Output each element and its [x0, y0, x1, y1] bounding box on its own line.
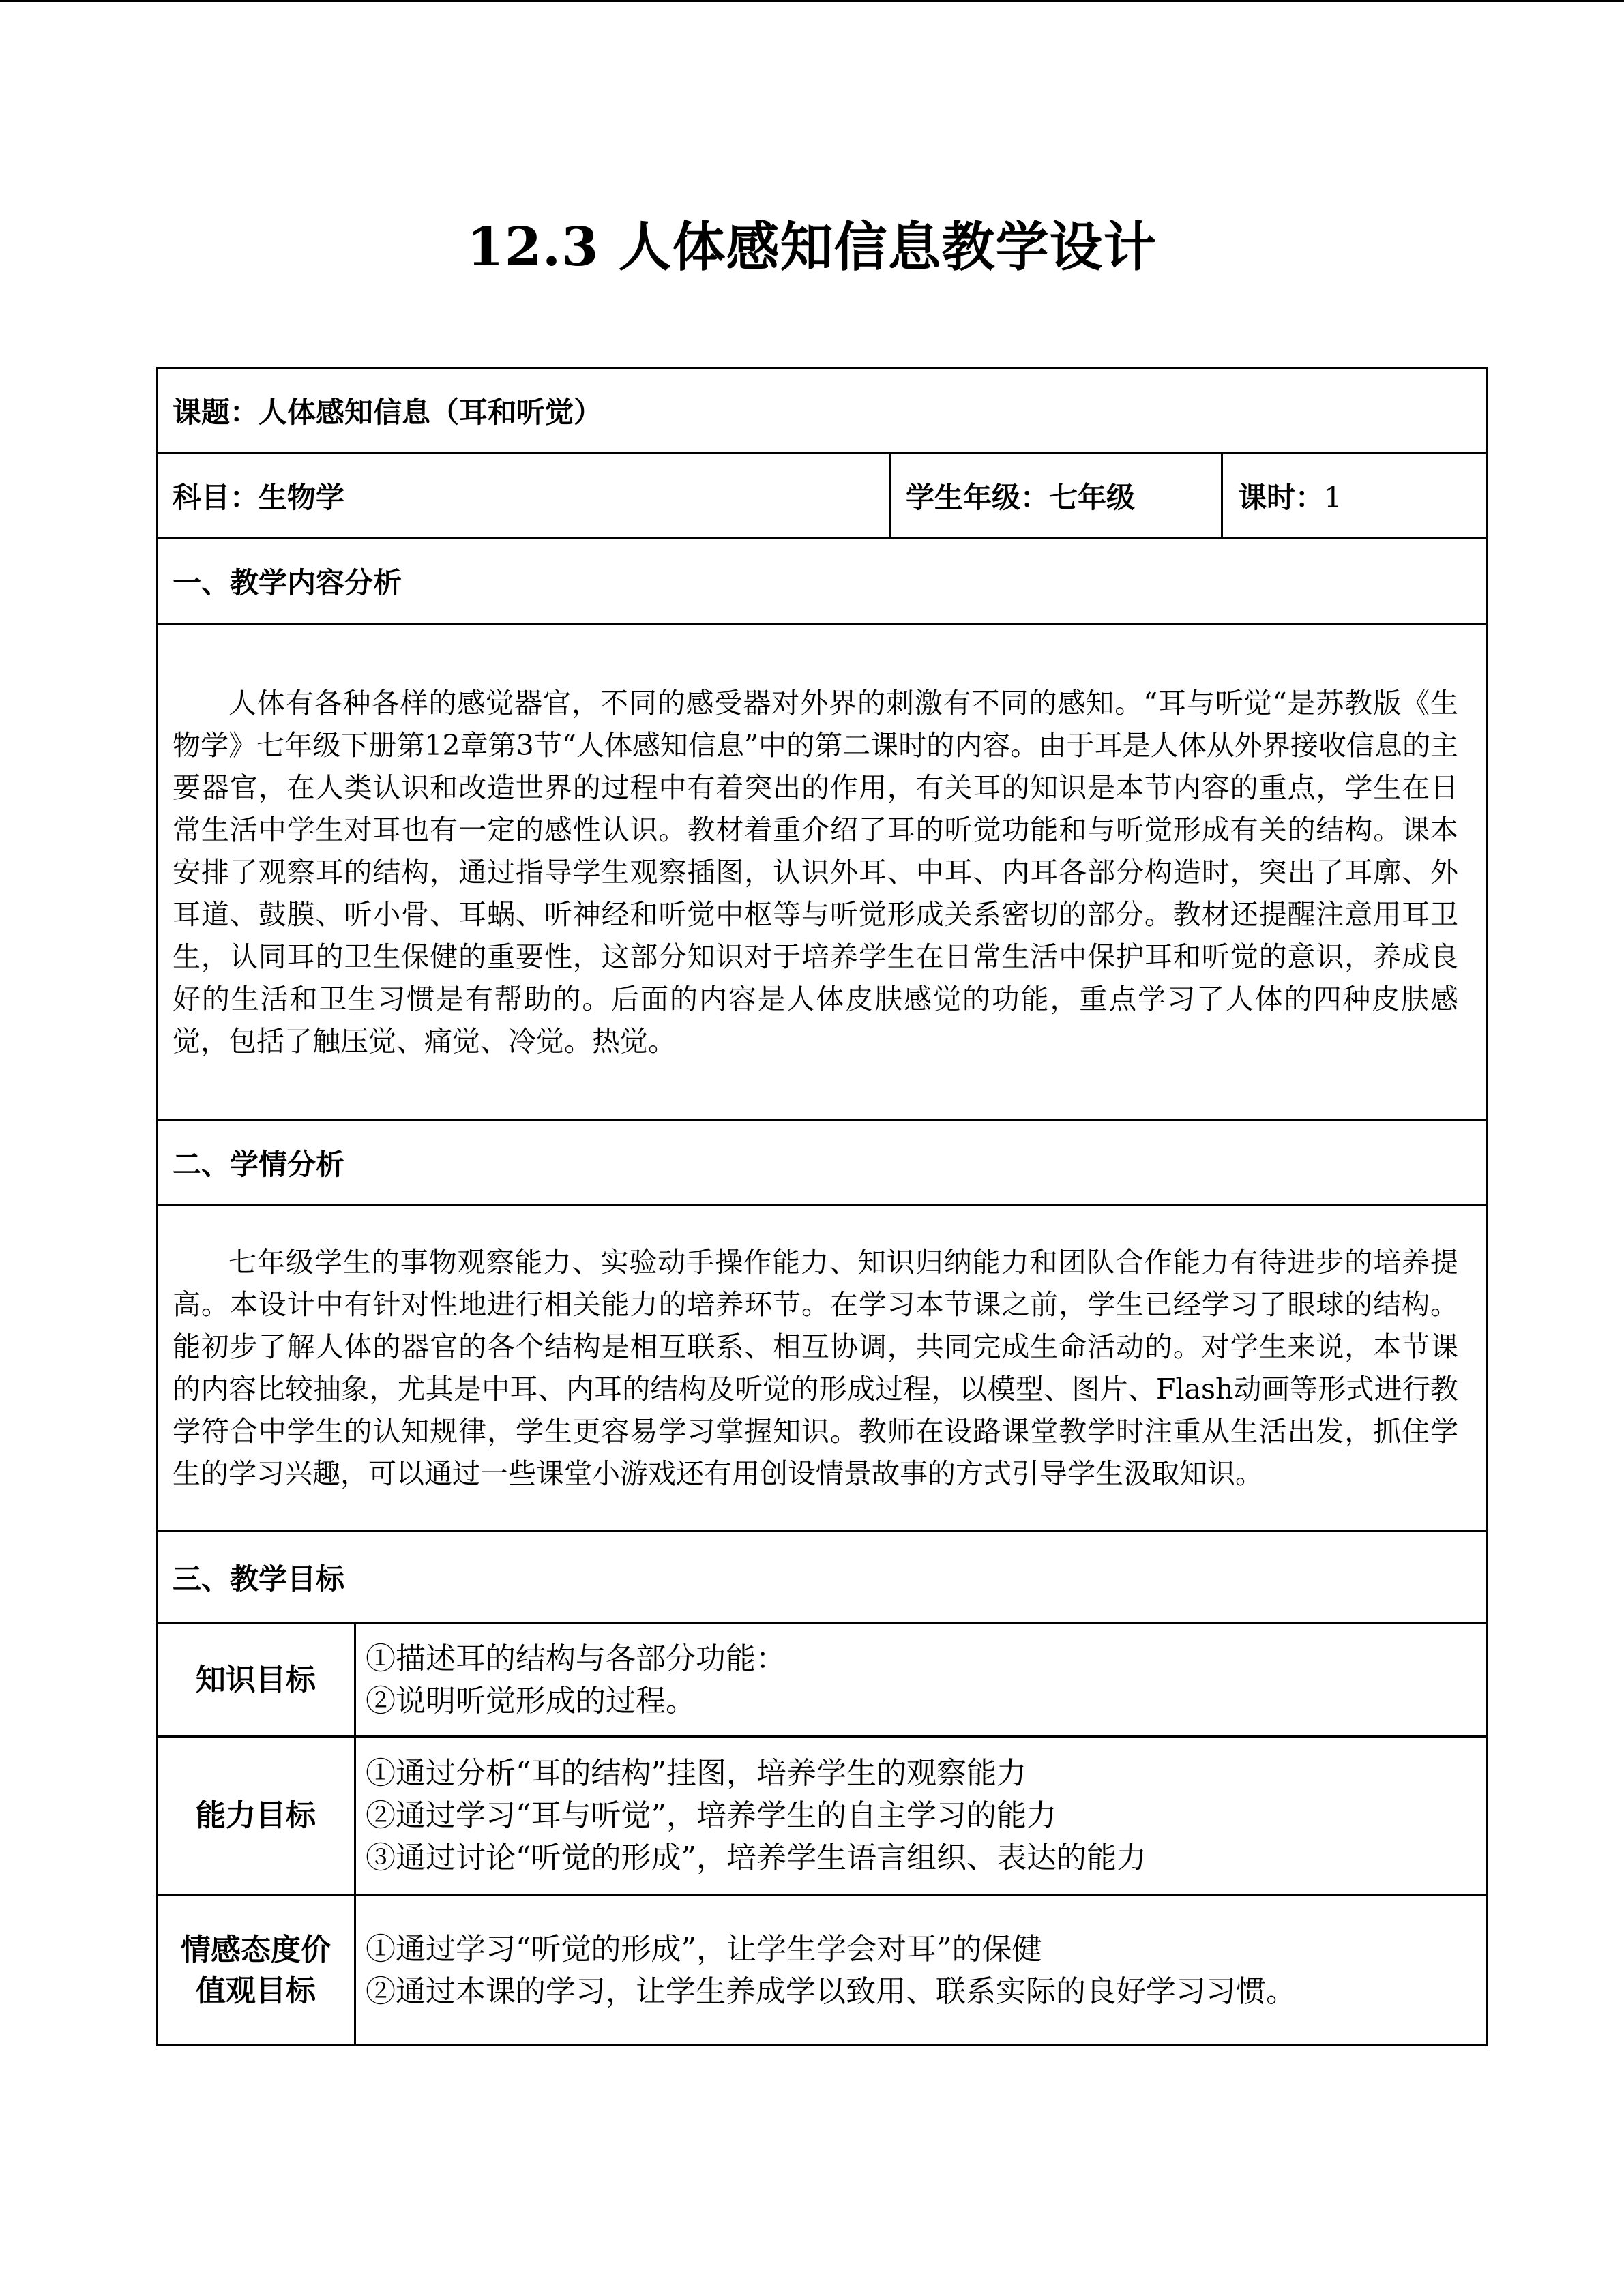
- topic-row: [157, 368, 1487, 453]
- subject-label: 科目：: [173, 481, 259, 514]
- document-title: 12.3 人体感知信息教学设计: [467, 216, 1157, 278]
- goal-item: ②通过本课的学习，让学生养成学以致用、联系实际的良好学习习惯。: [366, 1973, 1296, 2009]
- section1-heading: 一、教学内容分析: [157, 539, 1487, 624]
- goal-item: ①描述耳的结构与各部分功能：: [366, 1641, 786, 1676]
- goal-label-knowledge: 知识目标: [157, 1624, 355, 1737]
- goal-label-attitude: 情感态度价 值观目标: [157, 1896, 355, 2046]
- grade-label: 学生年级：: [906, 481, 1050, 514]
- hours-value: 1: [1324, 481, 1342, 514]
- section1-heading-row: [157, 539, 1487, 624]
- section2-heading: 二、学情分析: [157, 1120, 1487, 1205]
- topic-label: 课题：: [173, 396, 259, 429]
- section2-content-row: [157, 1205, 1487, 1532]
- section2-paragraph: 七年级学生的事物观察能力、实验动手操作能力、知识归纳能力和团队合作能力有待进步的培养提高。本设计中有针对性地进行相关能力的培养环节。在学习本节课之前，学生已经学习了眼球的结构。能初步了解人体的器官的各个结构是相互联系、相互协调，共同完成生命活动的。对学生来说，本节课的内容比较抽象，尤其是中耳、内耳的结构及听觉的形成过程，以模型、图片、Flash动画等形式进行教学符合中学生的认知规律，学生更容易学习掌握知识。教师在设路课堂教学时注重从生活出发，抓住学生的学习兴趣，可以通过一些课堂小游戏还有用创设情景故事的方式引导学生汲取知识。: [157, 1205, 1487, 1532]
- top-border-line: [0, 0, 1624, 2]
- topic-value: 人体感知信息（耳和听觉）: [259, 396, 603, 429]
- goal-item: ①通过分析“耳的结构”挂图，培养学生的观察能力: [366, 1756, 1027, 1791]
- section2-heading-row: [157, 1120, 1487, 1205]
- section1-content-row: [157, 624, 1487, 1120]
- goal-item: ②说明听觉形成的过程。: [366, 1683, 696, 1718]
- goal-row-ability: [157, 1737, 1487, 1896]
- topic-cell: [157, 368, 1487, 453]
- goal-items-ability: [355, 1737, 1487, 1896]
- meta-row: [157, 453, 1487, 539]
- goal-row-attitude: [157, 1896, 1487, 2046]
- hours-cell: [1222, 453, 1487, 539]
- hours-label: 课时：: [1238, 481, 1325, 514]
- subject-cell: [157, 453, 890, 539]
- grade-value: 七年级: [1049, 481, 1136, 514]
- goal-row-knowledge: [157, 1624, 1487, 1737]
- goal-item: ③通过讨论“听觉的形成”，培养学生语言组织、表达的能力: [366, 1840, 1147, 1875]
- goal-items-knowledge: [355, 1624, 1487, 1737]
- goal-label-ability: 能力目标: [157, 1737, 355, 1896]
- goal-item: ②通过学习“耳与听觉”，培养学生的自主学习的能力: [366, 1798, 1057, 1833]
- goal-item: ①通过学习“听觉的形成”，让学生学会对耳”的保健: [366, 1931, 1042, 1967]
- subject-value: 生物学: [259, 481, 345, 514]
- grade-cell: [890, 453, 1222, 539]
- lesson-plan-table: [156, 367, 1488, 2046]
- section3-heading-row: [157, 1532, 1487, 1624]
- section1-paragraph: 人体有各种各样的感觉器官，不同的感受器对外界的刺激有不同的感知。“耳与听觉“是苏教版《生物学》七年级下册第12章第3节“人体感知信息”中的第二课时的内容。由于耳是人体从外界接收信息的主要器官，在人类认识和改造世界的过程中有着突出的作用，有关耳的知识是本节内容的重点，学生在日常生活中学生对耳也有一定的感性认识。教材着重介绍了耳的听觉功能和与听觉形成有关的结构。课本安排了观察耳的结构，通过指导学生观察插图，认识外耳、中耳、内耳各部分构造时，突出了耳廓、外耳道、鼓膜、听小骨、耳蜗、听神经和听觉中枢等与听觉形成关系密切的部分。教材还提醒注意用耳卫生，认同耳的卫生保健的重要性，这部分知识对于培养学生在日常生活中保护耳和听觉的意识，养成良好的生活和卫生习惯是有帮助的。后面的内容是人体皮肤感觉的功能，重点学习了人体的四种皮肤感觉，包括了触压觉、痛觉、冷觉。热觉。: [157, 624, 1487, 1120]
- section3-heading: 三、教学目标: [157, 1532, 1487, 1624]
- goal-items-attitude: [355, 1896, 1487, 2046]
